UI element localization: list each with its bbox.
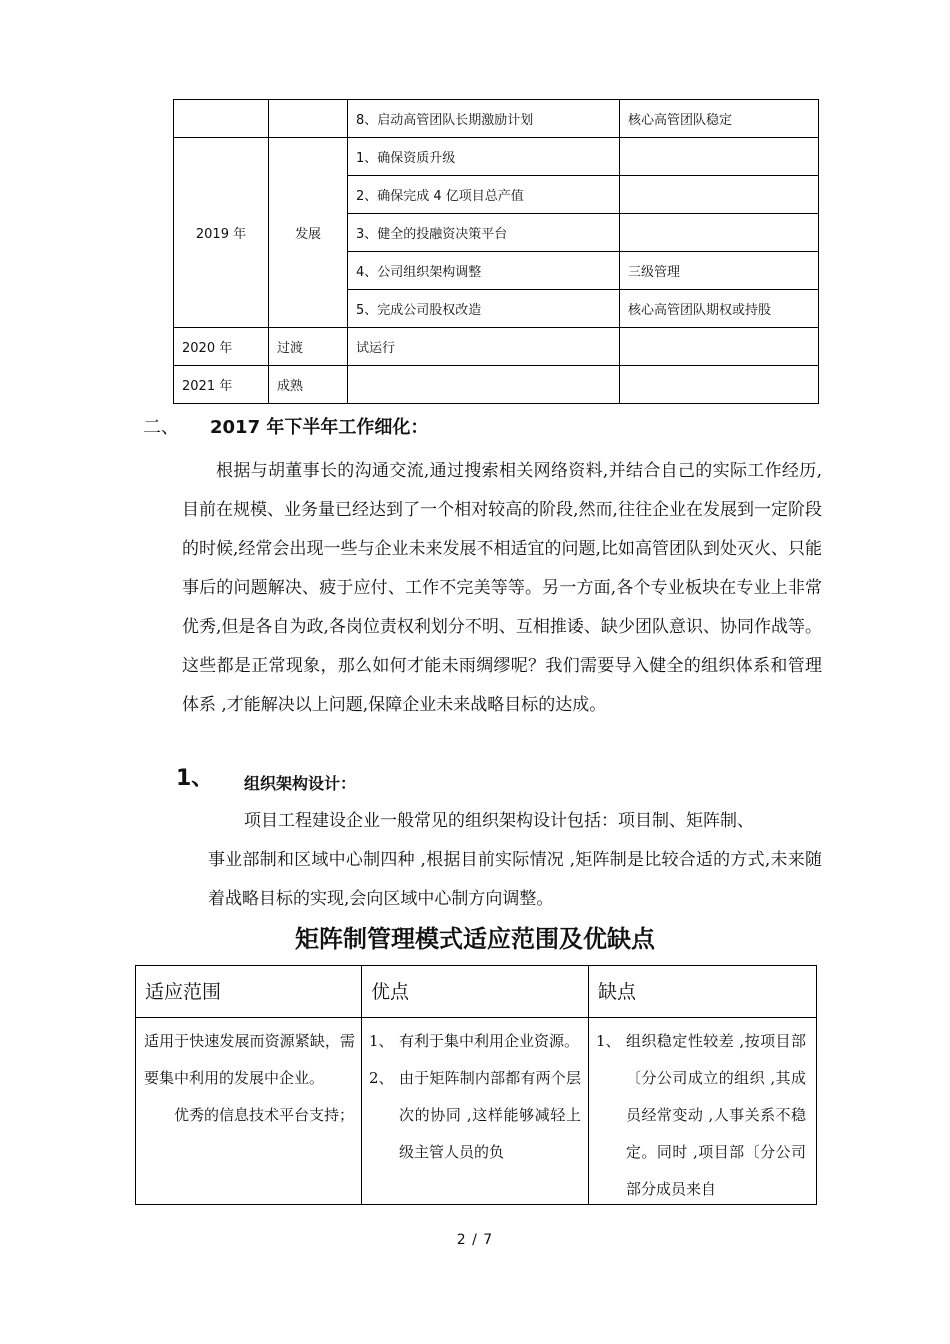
section-number: 二、: [143, 417, 179, 438]
stage-cell: 成熟: [269, 366, 348, 404]
task-cell: 4、公司组织架构调整: [348, 252, 620, 290]
subsection-title: 组织架构设计：: [244, 774, 357, 793]
scope-text: 适用于快速发展而资源紧缺，需要集中利用的发展中企业。: [144, 1032, 355, 1087]
task-cell: 试运行: [348, 328, 620, 366]
task-cell: [348, 366, 620, 404]
task-cell: 3、健全的投融资决策平台: [348, 214, 620, 252]
header-pros: 优点: [371, 981, 410, 1003]
list-item: 2、 由于矩阵制内部都有两个层次的协同 ,这样能够减轻上级主管人员的负: [369, 1069, 581, 1161]
subsection-paragraph: [208, 802, 822, 919]
note-cell: [620, 138, 819, 176]
task-cell: 1、确保资质升级: [348, 138, 620, 176]
table-row: [174, 138, 819, 176]
note-cell: 三级管理: [620, 252, 819, 290]
matrix-title: 矩阵制管理模式适应范围及优缺点: [295, 925, 655, 953]
pros-cell: [369, 1023, 581, 1171]
header-scope: 适应范围: [145, 981, 222, 1003]
year-cell: 2019 年: [174, 138, 269, 328]
list-item: 1、 有利于集中利用企业资源。: [369, 1032, 580, 1050]
note-cell: [620, 214, 819, 252]
note-cell: [620, 328, 819, 366]
note-cell: 核心高管团队稳定: [620, 100, 819, 138]
note-cell: [620, 176, 819, 214]
cons-cell: [596, 1023, 806, 1208]
scope-text-2: 优秀的信息技术平台支持；: [174, 1106, 355, 1124]
task-cell: 2、确保完成 4 亿项目总产值: [348, 176, 620, 214]
stage-cell: 过渡: [269, 328, 348, 366]
paragraph-line: 项目工程建设企业一般常见的组织架构设计包括：项目制、矩阵制、: [244, 811, 754, 831]
header-cons: 缺点: [598, 981, 637, 1003]
page-number: 2 / 7: [456, 1232, 494, 1248]
year-cell: 2020 年: [174, 328, 269, 366]
section-heading: [143, 413, 428, 439]
table-row: [174, 366, 819, 404]
year-cell: 2021 年: [174, 366, 269, 404]
plan-table: [173, 99, 819, 404]
section-paragraph: 根据与胡董事长的沟通交流,通过搜索相关网络资料,并结合自己的实际工作经历,目前在规模、业务量已经达到了一个相对较高的阶段,然而,往往企业在发展到一定阶段的时候,经常会出现一些与企业未来发展不相适宜的问题,比如高管团队到处灭火、只能事后的问题解决、疲于应付、工作不完美等等。另一方面,各个专业板块在专业上非常优秀,但是各自为政,各岗位责权利划分不明、互相推诿、缺少团队意识、协同作战等。这些都是正常现象，那么如何才能未雨绸缪呢？我们需要导入健全的组织体系和管理体系 ,才能解决以上问题,保障企业未来战略目标的达成。: [182, 461, 822, 715]
task-cell: 5、完成公司股权改造: [348, 290, 620, 328]
task-cell: 8、启动高管团队长期激励计划: [348, 100, 620, 138]
subsection-number: 1、: [176, 766, 214, 791]
list-item: 1、 组织稳定性较差 ,按项目部〔分公司成立的组织 ,其成员经常变动 ,人事关系不稳定。同时 ,项目部〔分公司部分成员来自: [596, 1032, 806, 1198]
scope-cell: [144, 1023, 355, 1134]
table-row: [174, 328, 819, 366]
table-row: [174, 100, 819, 138]
note-cell: [620, 366, 819, 404]
matrix-table: [135, 965, 817, 1205]
section-title: 2017 年下半年工作细化：: [210, 417, 429, 438]
note-cell: 核心高管团队期权或持股: [620, 290, 819, 328]
stage-cell: 发展: [269, 138, 348, 328]
paragraph-rest: 事业部制和区域中心制四种 ,根据目前实际情况 ,矩阵制是比较合适的方式,未来随着战略目标的实现,会向区域中心制方向调整。: [208, 850, 822, 909]
